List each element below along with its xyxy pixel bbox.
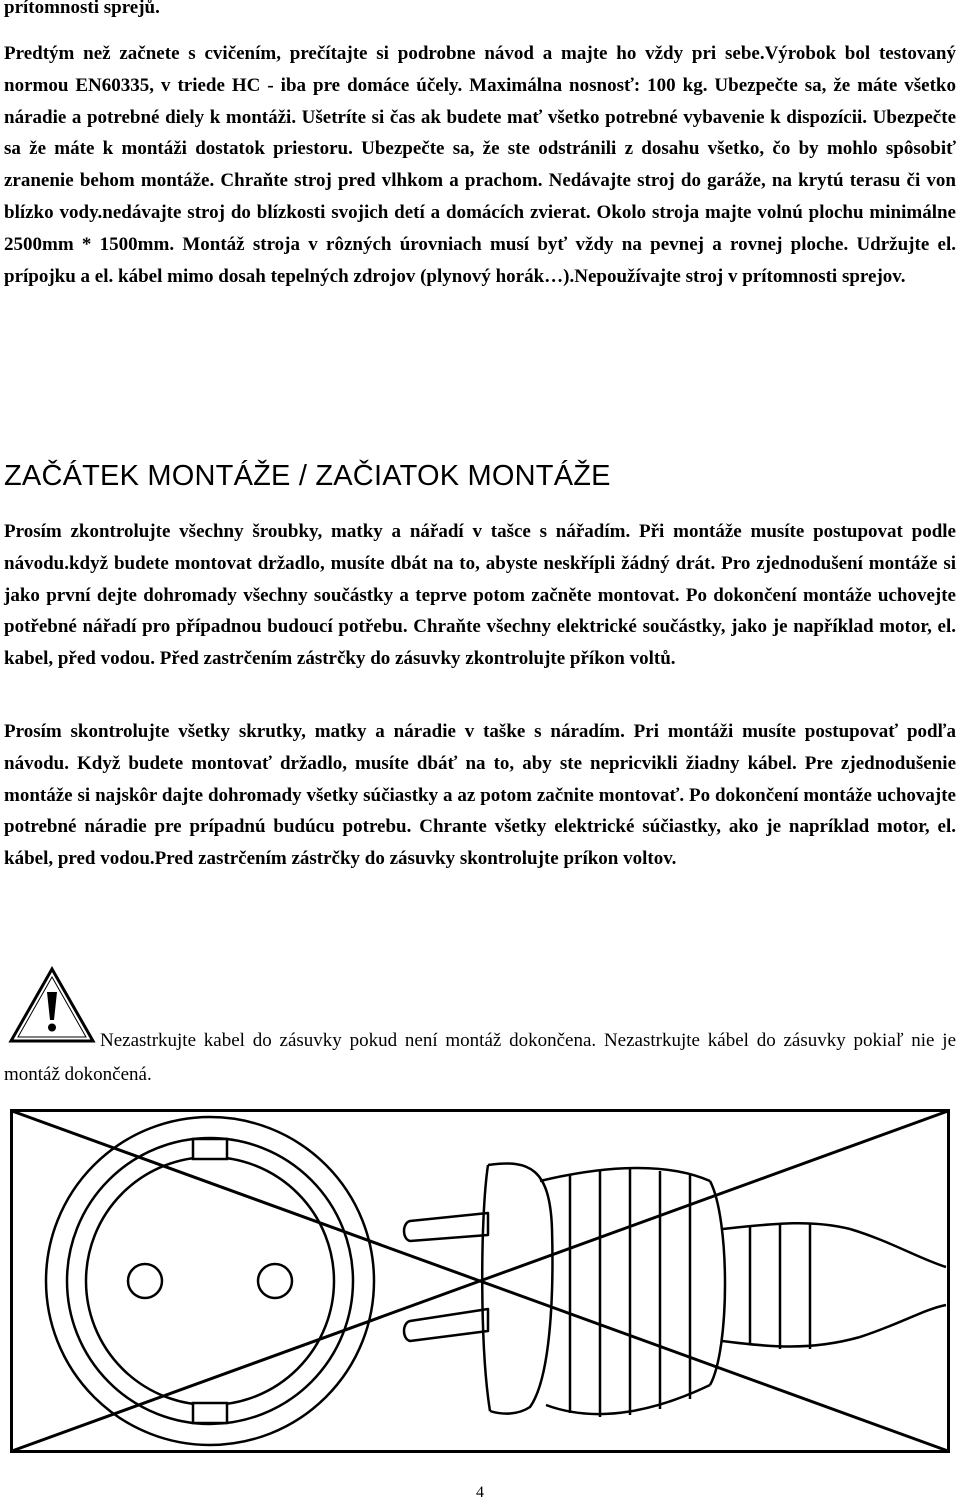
assembly-paragraph-czech: Prosím zkontrolujte všechny šroubky, matky a nářadí v tašce s nářadím. Při montáže musíte postupovat podle návodu.když budete montovat držadlo, musíte dbát na to, abyste neskřípli žádný drát. Pro zjednodušení montáže si jako první dejte dohromady všechny součástky a teprve potom začněte montovat. Po dokončení montáže uchovejte potřebné nářadí pro případnou budoucí potřebu. Chraňte všechny elektrické součástky, jako je například motor, el. kabel, před vodou. Před zastrčením zástrčky do zásuvky zkontrolujte příkon voltů. [4, 521, 956, 670]
crossed-out-plug-figure [10, 1109, 950, 1453]
socket-icon [46, 1117, 374, 1445]
assembly-paragraph-slovak: Prosím skontrolujte všetky skrutky, matky a náradie v taške s náradím. Pri montáži musíte postupovať podľa návodu. Když budete montovať držadlo, musíte dbáť na to, aby ste nepricvikli žiadny kábel. Pre zjednodušenie montáže si najskôr dajte dohromady všetky súčiastky a az potom začnite montovať. Po dokončení montáže uchovajte potrebné náradie pre prípadnú budúcu potrebu. Chrante všetky elektrické súčiastky, ako je napríklad motor, el. kábel, pred vodou.Pred zastrčením zástrčky do zásuvky skontrolujte príkon voltov. [4, 721, 956, 870]
instructions-paragraph: Predtým než začnete s cvičením, prečítajte si podrobne návod a majte ho vždy pri sebe.Výrobok bol testovaný normou EN60335, v triede HC - iba pre domáce účely. Maximálna nosnosť: 100 kg. Ubezpečte sa, že máte všetko náradie a potrebné diely k montáži. Ušetríte si čas ak budete mať všetko potrebné vybavenie k dispozícii. Ubezpečte sa že máte k montáži dostatok priestoru. Ubezpečte sa, že ste odstránili z dosahu všetko, čo by mohlo spôsobiť zranenie behom montáže. Chraňte stroj pred vlhkom a prachom. Nedávajte stroj do garáže, na krytú terasu či von blízko vody.nedávajte stroj do blízkosti svojich detí a domácích zvierat. Okolo stroja majte volnú plochu minimálne 2500mm * 1500mm. Montáž stroja v rôzných úrovniach musí byť vždy na pevnej a rovnej ploche. Udržujte el. prípojku a el. kábel mimo dosah tepelných zdrojov (plynový horák…).Nepoužívajte stroj v prítomnosti sprejov. [4, 43, 956, 287]
intro-tail-text: prítomnosti sprejů. [4, 0, 160, 18]
page-number: 4 [476, 1484, 484, 1501]
warning-text: Nezastrkujte kabel do zásuvky pokud není montáž dokončena. Nezastrkujte kábel do zásuvky pokiaľ nie je montáž dokončená. [4, 1030, 956, 1085]
plug-icon [404, 1163, 946, 1417]
section-heading: ZAČÁTEK MONTÁŽE / ZAČIATOK MONTÁŽE [4, 460, 611, 492]
